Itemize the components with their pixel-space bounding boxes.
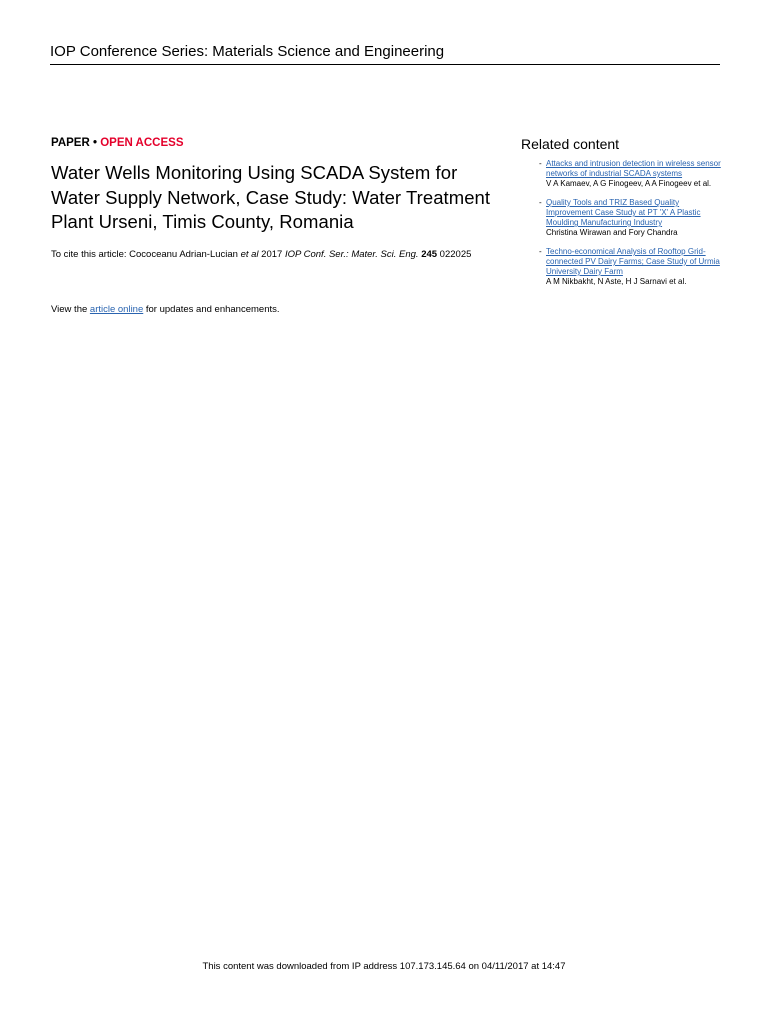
citation	[51, 249, 511, 261]
citation-year: 2017	[258, 248, 285, 260]
related-item-authors: V A Kamaev, A G Finogeev, A A Finogeev et al.	[546, 179, 712, 188]
citation-journal: IOP Conf. Ser.: Mater. Sci. Eng.	[284, 248, 419, 260]
related-item	[521, 159, 721, 189]
view-before: View the	[51, 304, 90, 315]
view-online-line	[51, 304, 280, 316]
paper-type-line	[51, 136, 511, 150]
related-item	[521, 198, 721, 238]
journal-header	[50, 42, 720, 65]
citation-prefix: To cite this article: Cococeanu Adrian-Lucian	[51, 248, 241, 260]
paper-label: PAPER	[51, 137, 90, 149]
related-content	[521, 136, 721, 296]
citation-article-number: 022025	[437, 248, 472, 260]
list-dash: -	[539, 198, 542, 207]
related-item-link[interactable]: Techno-economical Analysis of Rooftop Grid-connected PV Dairy Farms; Case Study of Urmia University Dairy Farm	[546, 247, 720, 276]
download-footer: This content was downloaded from IP address 107.173.145.64 on 04/11/2017 at 14:47	[202, 961, 566, 972]
citation-etal: et al	[240, 248, 259, 260]
related-list	[521, 159, 721, 287]
list-dash: -	[539, 247, 542, 256]
related-item	[521, 247, 721, 287]
related-item-link[interactable]: Attacks and intrusion detection in wireless sensor networks of industrial SCADA systems	[546, 159, 721, 178]
journal-name: IOP Conference Series: Materials Science and Engineering	[50, 43, 445, 60]
related-content-heading: Related content	[521, 136, 620, 152]
open-access-badge: OPEN ACCESS	[100, 137, 184, 149]
article-info	[51, 136, 511, 261]
paper-separator: •	[89, 137, 101, 149]
view-after: for updates and enhancements.	[143, 304, 280, 315]
related-item-authors: Christina Wirawan and Fory Chandra	[546, 228, 678, 237]
article-online-link[interactable]: article online	[89, 304, 144, 315]
article-title: Water Wells Monitoring Using SCADA System for Water Supply Network, Case Study: Water Treatment Plant Urseni, Timis County, Romania	[51, 162, 491, 232]
citation-volume: 245	[421, 248, 438, 260]
related-item-link[interactable]: Quality Tools and TRIZ Based Quality Improvement Case Study at PT 'X' A Plastic Moulding Manufacturing Industry	[546, 198, 701, 227]
list-dash: -	[539, 159, 542, 168]
related-item-authors: A M Nikbakht, N Aste, H J Sarnavi et al.	[546, 277, 687, 286]
